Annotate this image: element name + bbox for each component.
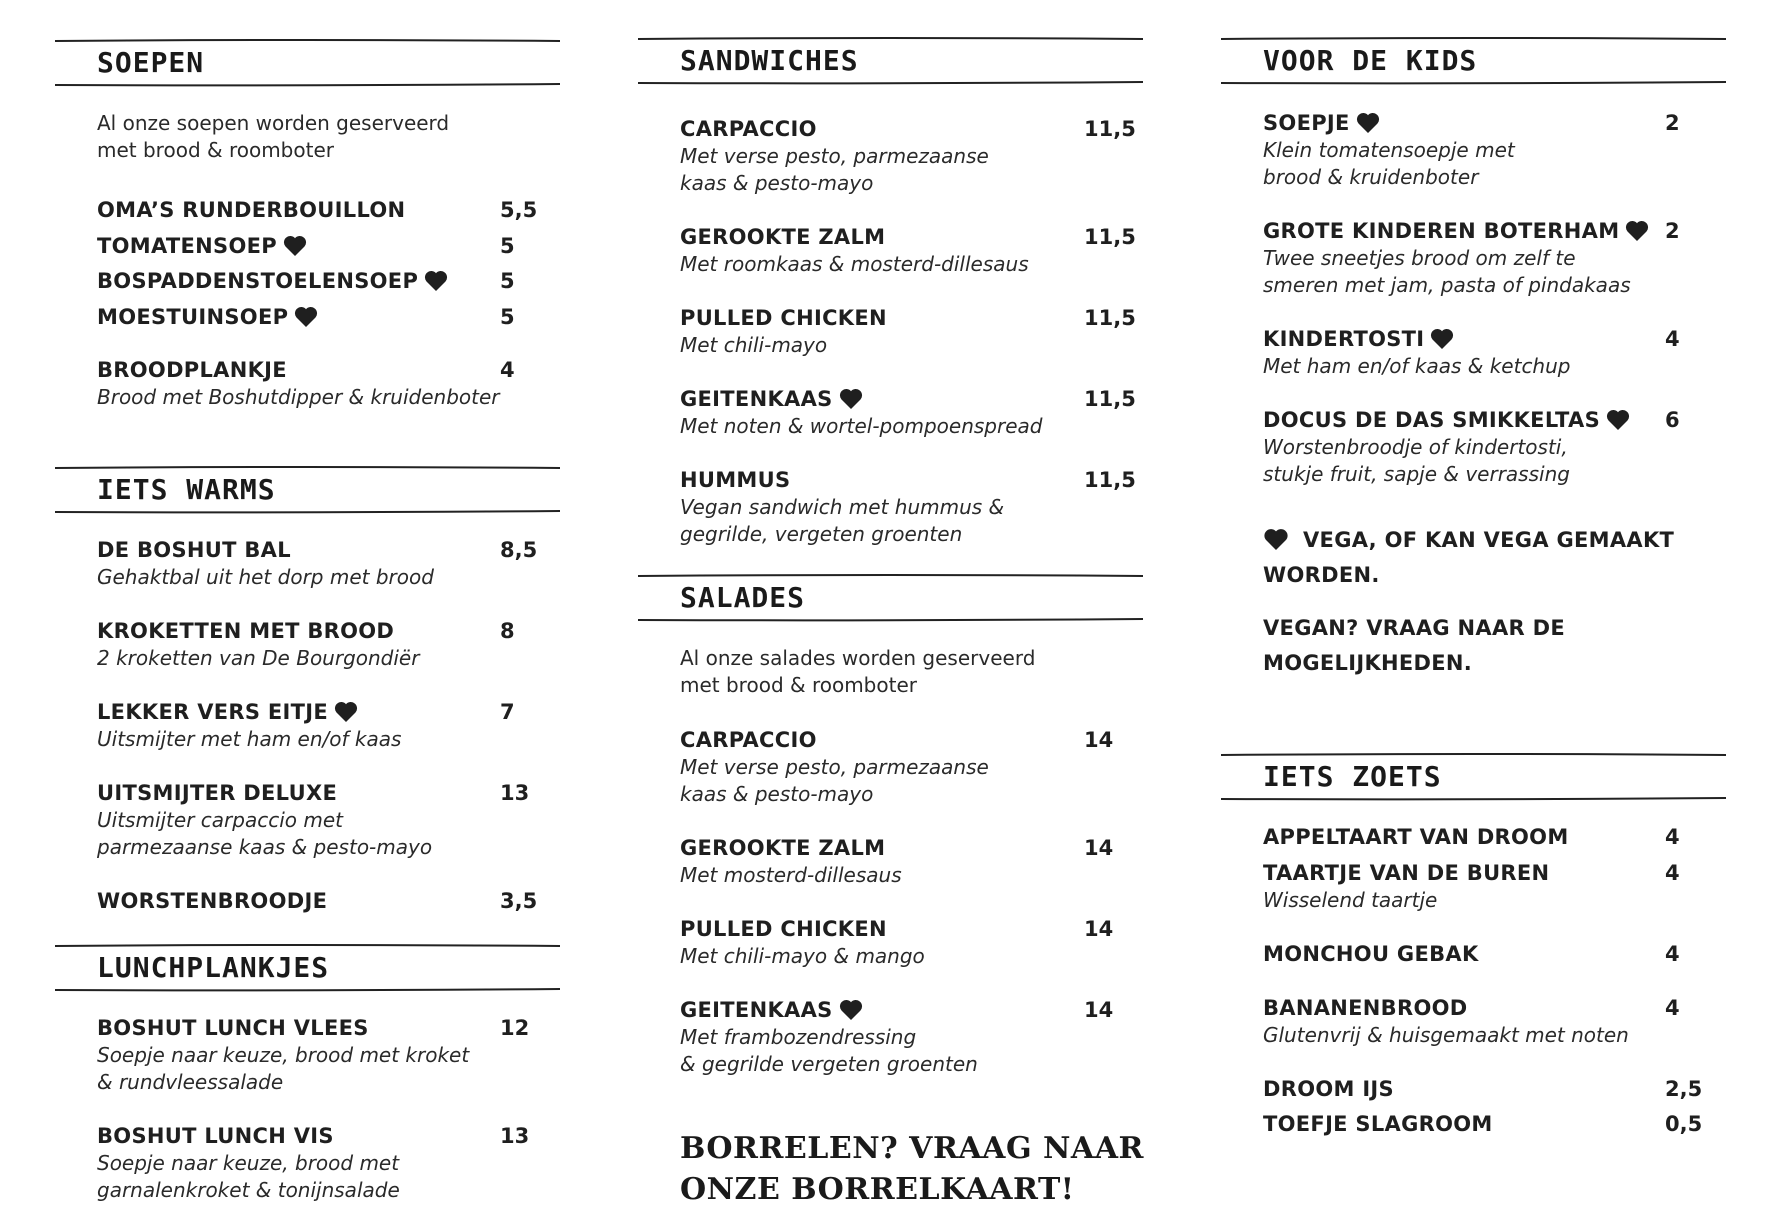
heart-icon bbox=[283, 235, 307, 256]
item-price: 4 bbox=[500, 358, 515, 382]
section-title: LUNCHPLANKJES bbox=[97, 951, 330, 984]
item-price: 2 bbox=[1665, 219, 1680, 243]
header-rule-top bbox=[638, 36, 1143, 42]
item-description: Uitsmijter met ham en/of kaas bbox=[97, 727, 402, 751]
menu-item bbox=[97, 233, 537, 260]
item-price: 14 bbox=[1084, 917, 1114, 941]
item-price: 0,5 bbox=[1665, 1112, 1703, 1136]
item-name: TOEFJE SLAGROOM bbox=[1263, 1112, 1493, 1136]
item-description: Met verse pesto, parmezaanse bbox=[680, 144, 989, 168]
header-rule-top bbox=[1221, 752, 1726, 758]
menu-item bbox=[97, 304, 537, 331]
section-title: IETS WARMS bbox=[97, 473, 276, 506]
item-price: 14 bbox=[1084, 728, 1114, 752]
item-name: UITSMIJTER DELUXE bbox=[97, 781, 338, 805]
item-description: smeren met jam, pasta of pindakaas bbox=[1263, 273, 1631, 297]
item-price: 4 bbox=[1665, 861, 1680, 885]
item-description: kaas & pesto-mayo bbox=[680, 171, 874, 195]
header-rule-bottom bbox=[638, 80, 1143, 86]
item-name: APPELTAART VAN DROOM bbox=[1263, 825, 1569, 849]
item-description: Gehaktbal uit het dorp met brood bbox=[97, 565, 434, 589]
header-rule-bottom bbox=[1221, 80, 1726, 86]
menu-item bbox=[680, 727, 1120, 808]
menu-item bbox=[680, 997, 1120, 1078]
item-name: HUMMUS bbox=[680, 468, 791, 492]
item-name: GEITENKAAS bbox=[680, 998, 833, 1022]
item-price: 14 bbox=[1084, 836, 1114, 860]
item-description: Vegan sandwich met hummus & bbox=[680, 495, 1005, 519]
menu-item bbox=[680, 386, 1136, 440]
menu-item bbox=[1263, 326, 1703, 380]
item-description: parmezaanse kaas & pesto-mayo bbox=[97, 835, 433, 859]
menu-item bbox=[97, 537, 537, 591]
menu-item bbox=[97, 780, 537, 861]
heart-icon bbox=[1356, 112, 1380, 133]
vegan-note: VEGAN? VRAAG NAAR DE MOGELIJKHEDEN. bbox=[1263, 616, 1565, 675]
header-rule-bottom bbox=[55, 509, 560, 515]
menu-item bbox=[97, 888, 537, 915]
header-rule-bottom bbox=[55, 987, 560, 993]
item-description: & gegrilde vergeten groenten bbox=[680, 1052, 978, 1076]
column-middle bbox=[638, 0, 1143, 1230]
menu-item bbox=[1263, 941, 1703, 968]
item-price: 5 bbox=[500, 234, 515, 258]
item-description: Twee sneetjes brood om zelf te bbox=[1263, 246, 1576, 270]
item-price: 13 bbox=[500, 1124, 530, 1148]
item-description: Met ham en/of kaas & ketchup bbox=[1263, 354, 1571, 378]
item-price: 13 bbox=[500, 781, 530, 805]
heart-icon bbox=[839, 388, 863, 409]
item-name: KINDERTOSTI bbox=[1263, 327, 1425, 351]
section-header-voor-de-kids bbox=[1221, 36, 1726, 84]
menu-item bbox=[1263, 1111, 1703, 1138]
menu-item bbox=[680, 224, 1136, 278]
item-price: 2 bbox=[1665, 111, 1680, 135]
item-description: Worstenbroodje of kindertosti, bbox=[1263, 435, 1568, 459]
item-name: SOEPJE bbox=[1263, 111, 1350, 135]
section-title: SOEPEN bbox=[97, 46, 205, 79]
menu-item bbox=[97, 268, 537, 295]
item-name: MOESTUINSOEP bbox=[97, 305, 289, 329]
item-description: Wisselend taartje bbox=[1263, 888, 1438, 912]
item-name: DE BOSHUT BAL bbox=[97, 538, 291, 562]
item-description: Met roomkaas & mosterd-dillesaus bbox=[680, 252, 1029, 276]
item-price: 4 bbox=[1665, 327, 1680, 351]
heart-icon bbox=[1263, 528, 1289, 550]
item-name: TAARTJE VAN DE BUREN bbox=[1263, 861, 1550, 885]
header-rule-top bbox=[55, 465, 560, 471]
section-title: SANDWICHES bbox=[680, 44, 859, 77]
item-price: 8,5 bbox=[500, 538, 538, 562]
item-name: GEROOKTE ZALM bbox=[680, 836, 886, 860]
borrel-note: BORRELEN? VRAAG NAAR ONZE BORRELKAART! bbox=[680, 1131, 1144, 1207]
item-description: Brood met Boshutdipper & kruidenboter bbox=[97, 385, 500, 409]
header-rule-bottom bbox=[55, 82, 560, 88]
heart-icon bbox=[1430, 328, 1454, 349]
menu-item bbox=[1263, 110, 1703, 191]
item-description: Met chili-mayo bbox=[680, 333, 828, 357]
section-header-salades bbox=[638, 573, 1143, 621]
item-name: CARPACCIO bbox=[680, 117, 817, 141]
section-title: SALADES bbox=[680, 581, 806, 614]
item-name: BANANENBROOD bbox=[1263, 996, 1468, 1020]
item-name: DOCUS DE DAS SMIKKELTAS bbox=[1263, 408, 1600, 432]
menu-item bbox=[97, 699, 537, 753]
menu-item bbox=[1263, 860, 1703, 914]
item-price: 11,5 bbox=[1084, 225, 1136, 249]
menu-item bbox=[1263, 407, 1703, 488]
item-name: BOSHUT LUNCH VIS bbox=[97, 1124, 334, 1148]
item-name: GEROOKTE ZALM bbox=[680, 225, 886, 249]
item-name: PULLED CHICKEN bbox=[680, 306, 887, 330]
item-description: garnalenkroket & tonijnsalade bbox=[97, 1178, 400, 1202]
heart-icon bbox=[1625, 220, 1649, 241]
heart-icon bbox=[294, 306, 318, 327]
section-header-soepen bbox=[55, 38, 560, 86]
item-description: kaas & pesto-mayo bbox=[680, 782, 874, 806]
item-description: Met frambozendressing bbox=[680, 1025, 917, 1049]
menu-item bbox=[97, 357, 537, 411]
item-name: BOSPADDENSTOELENSOEP bbox=[97, 269, 419, 293]
heart-icon bbox=[1606, 409, 1630, 430]
item-price: 5 bbox=[500, 305, 515, 329]
item-price: 11,5 bbox=[1084, 306, 1136, 330]
header-rule-bottom bbox=[638, 617, 1143, 623]
item-name: DROOM IJS bbox=[1263, 1077, 1394, 1101]
heart-icon bbox=[424, 270, 448, 291]
item-name: GEITENKAAS bbox=[680, 387, 833, 411]
item-description: Met verse pesto, parmezaanse bbox=[680, 755, 989, 779]
item-description: Soepje naar keuze, brood met bbox=[97, 1151, 400, 1175]
menu-item bbox=[680, 305, 1136, 359]
item-price: 4 bbox=[1665, 825, 1680, 849]
section-intro: Al onze salades worden geserveerd met brood & roomboter bbox=[680, 646, 1036, 697]
item-description: Glutenvrij & huisgemaakt met noten bbox=[1263, 1023, 1629, 1047]
item-description: Met mosterd-dillesaus bbox=[680, 863, 902, 887]
header-rule-bottom bbox=[1221, 796, 1726, 802]
item-price: 8 bbox=[500, 619, 515, 643]
header-rule-top bbox=[1221, 36, 1726, 42]
menu-item bbox=[97, 1015, 537, 1096]
item-price: 4 bbox=[1665, 942, 1680, 966]
item-description: stukje fruit, sapje & verrassing bbox=[1263, 462, 1570, 486]
section-intro: Al onze soepen worden geserveerd met brood & roomboter bbox=[97, 111, 450, 162]
column-left bbox=[55, 0, 560, 1230]
item-name: WORSTENBROODJE bbox=[97, 889, 328, 913]
menu-item bbox=[1263, 995, 1703, 1049]
section-header-lunchplankjes bbox=[55, 943, 560, 991]
item-name: LEKKER VERS EITJE bbox=[97, 700, 329, 724]
menu-item bbox=[97, 618, 537, 672]
section-title: VOOR DE KIDS bbox=[1263, 44, 1478, 77]
item-name: MONCHOU GEBAK bbox=[1263, 942, 1479, 966]
menu-item bbox=[97, 197, 537, 224]
item-description: Uitsmijter carpaccio met bbox=[97, 808, 343, 832]
item-price: 2,5 bbox=[1665, 1077, 1703, 1101]
column-right bbox=[1221, 0, 1726, 1230]
item-description: brood & kruidenboter bbox=[1263, 165, 1479, 189]
item-description: 2 kroketten van De Bourgondiër bbox=[97, 646, 420, 670]
menu-item bbox=[680, 916, 1120, 970]
item-name: OMA’S RUNDERBOUILLON bbox=[97, 198, 406, 222]
header-rule-top bbox=[55, 38, 560, 44]
item-price: 11,5 bbox=[1084, 117, 1136, 141]
item-price: 12 bbox=[500, 1016, 530, 1040]
item-name: CARPACCIO bbox=[680, 728, 817, 752]
header-rule-top bbox=[638, 573, 1143, 579]
section-title: IETS ZOETS bbox=[1263, 760, 1442, 793]
item-description: Soepje naar keuze, brood met kroket bbox=[97, 1043, 470, 1067]
item-price: 6 bbox=[1665, 408, 1680, 432]
section-header-sandwiches bbox=[638, 36, 1143, 84]
item-description: & rundvleessalade bbox=[97, 1070, 284, 1094]
section-header-iets-warms bbox=[55, 465, 560, 513]
menu-item bbox=[680, 835, 1120, 889]
item-price: 11,5 bbox=[1084, 468, 1136, 492]
header-rule-top bbox=[55, 943, 560, 949]
menu-item bbox=[97, 1123, 537, 1204]
section-header-iets-zoets bbox=[1221, 752, 1726, 800]
item-price: 4 bbox=[1665, 996, 1680, 1020]
item-description: gegrilde, vergeten groenten bbox=[680, 522, 963, 546]
item-price: 11,5 bbox=[1084, 387, 1136, 411]
menu-item bbox=[1263, 1076, 1703, 1103]
item-description: Met chili-mayo & mango bbox=[680, 944, 925, 968]
item-price: 14 bbox=[1084, 998, 1114, 1022]
item-price: 3,5 bbox=[500, 889, 538, 913]
item-name: GROTE KINDEREN BOTERHAM bbox=[1263, 219, 1620, 243]
item-price: 5 bbox=[500, 269, 515, 293]
item-name: KROKETTEN MET BROOD bbox=[97, 619, 395, 643]
menu-item bbox=[680, 467, 1136, 548]
item-name: BOSHUT LUNCH VLEES bbox=[97, 1016, 369, 1040]
item-name: BROODPLANKJE bbox=[97, 358, 287, 382]
item-description: Klein tomatensoepje met bbox=[1263, 138, 1515, 162]
menu-item bbox=[680, 116, 1136, 197]
item-name: PULLED CHICKEN bbox=[680, 917, 887, 941]
heart-icon bbox=[839, 999, 863, 1020]
item-price: 7 bbox=[500, 700, 515, 724]
menu-item bbox=[1263, 218, 1703, 299]
heart-icon bbox=[334, 701, 358, 722]
menu-item bbox=[1263, 824, 1703, 851]
item-name: TOMATENSOEP bbox=[97, 234, 277, 258]
vega-legend: VEGA, OF KAN VEGA GEMAAKT WORDEN. bbox=[1263, 528, 1675, 587]
item-description: Met noten & wortel-pompoenspread bbox=[680, 414, 1043, 438]
item-price: 5,5 bbox=[500, 198, 538, 222]
